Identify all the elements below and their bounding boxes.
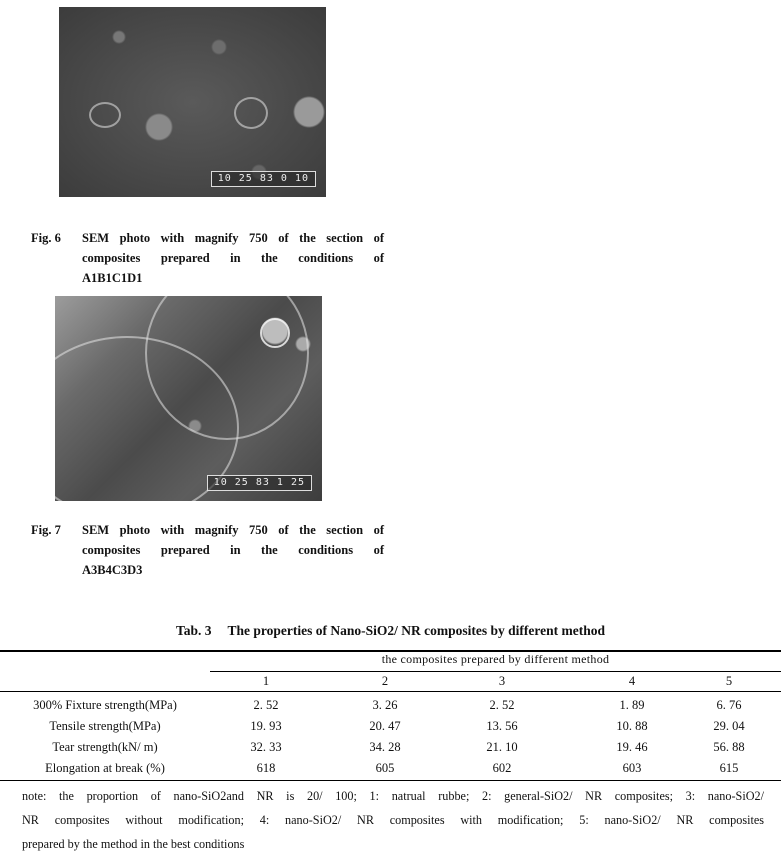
note-line: NR composites without modification; 4: nano-SiO2/ NR composites with modification; 5: nano-SiO2/ NR composites — [22, 813, 764, 827]
table-cell: 32. 33 — [250, 740, 282, 754]
fig7-caption-line: SEM photo with magnify 750 of the section of — [82, 523, 384, 537]
row-label: Tear strength(kN/ m) — [52, 740, 158, 754]
table-cell: 2. 52 — [253, 698, 279, 712]
fig6-label: Fig. 6 — [31, 231, 61, 245]
row-label: Tensile strength(MPa) — [49, 719, 161, 733]
table-cell: 34. 28 — [369, 740, 401, 754]
table-bottom-rule — [0, 780, 781, 781]
table-header-rule — [0, 691, 781, 692]
fig7-caption-line: A3B4C3D3 — [82, 563, 143, 577]
sem-photo-fig6 — [59, 7, 326, 197]
table-cell: 615 — [719, 761, 739, 775]
table-row — [0, 740, 781, 760]
table-title-text: The properties of Nano-SiO2/ NR composites by different method — [227, 623, 606, 638]
fig6-caption — [31, 228, 391, 288]
table-cell: 56. 88 — [713, 740, 745, 754]
particle-ring — [234, 97, 268, 129]
table-cell: 1. 89 — [619, 698, 645, 712]
table-cell: 13. 56 — [486, 719, 518, 733]
column-header: 2 — [381, 674, 389, 688]
table-cell: 29. 04 — [713, 719, 745, 733]
table-cell: 20. 47 — [369, 719, 401, 733]
table-row — [0, 719, 781, 739]
column-header: 4 — [628, 674, 636, 688]
sem-photo-fig7 — [55, 296, 322, 501]
table-note — [22, 784, 764, 856]
table-cell: 19. 93 — [250, 719, 282, 733]
column-header: 1 — [262, 674, 270, 688]
scale-bar: 10 25 83 0 10 — [211, 171, 316, 187]
table-cell: 10. 88 — [616, 719, 648, 733]
table-cell: 605 — [375, 761, 395, 775]
table-cell: 2. 52 — [489, 698, 515, 712]
table-label: Tab. 3 — [175, 623, 212, 638]
fig7-caption — [31, 520, 391, 580]
fig7-label: Fig. 7 — [31, 523, 61, 537]
table-cell: 6. 76 — [716, 698, 742, 712]
table-row — [0, 761, 781, 781]
table-cell: 618 — [256, 761, 276, 775]
table-cell: 21. 10 — [486, 740, 518, 754]
fig6-caption-line: SEM photo with magnify 750 of the section of — [82, 231, 384, 245]
column-header: 3 — [498, 674, 506, 688]
particle-ring — [89, 102, 121, 128]
fig6-caption-line: A1B1C1D1 — [82, 271, 143, 285]
table-cell: 19. 46 — [616, 740, 648, 754]
table-row — [0, 698, 781, 718]
fig6-caption-line: composites prepared in the conditions of — [82, 251, 384, 265]
table-cell: 602 — [492, 761, 512, 775]
note-line: note: the proportion of nano-SiO2and NR is 20/ 100; 1: natrual rubbe; 2: general-SiO2/ NR composites; 3: nano-SiO2/ — [22, 789, 764, 803]
table-cell: 603 — [622, 761, 642, 775]
table-cell: 3. 26 — [372, 698, 398, 712]
row-label: 300% Fixture strength(MPa) — [33, 698, 177, 712]
scale-bar: 10 25 83 1 25 — [207, 475, 312, 491]
table-title — [0, 623, 781, 639]
fig7-caption-line: composites prepared in the conditions of — [82, 543, 384, 557]
table-group-rule — [210, 671, 781, 672]
row-label: Elongation at break (%) — [45, 761, 165, 775]
note-line: prepared by the method in the best conditions — [22, 837, 245, 851]
particle-ring — [260, 318, 290, 348]
column-header: 5 — [725, 674, 733, 688]
table-group-header: the composites prepared by different method — [381, 652, 610, 666]
